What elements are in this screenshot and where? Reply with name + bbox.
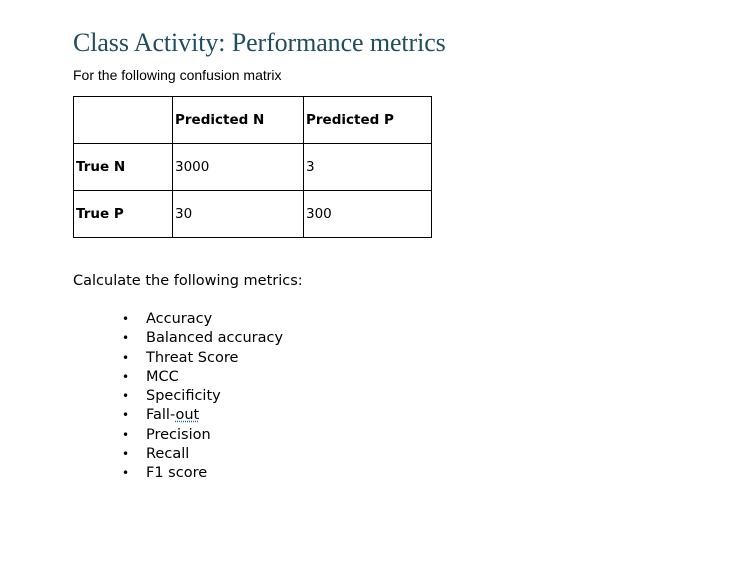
instruction-text: Calculate the following metrics: (73, 273, 303, 289)
list-item (118, 445, 283, 464)
bullet-icon: • (122, 312, 130, 326)
metric-label-prefix: Fall- (146, 407, 176, 424)
cell-true-n-predicted-p: 3 (304, 144, 432, 191)
metric-label (146, 407, 199, 423)
bullet-icon: • (122, 466, 130, 481)
header-cell-predicted-p: Predicted P (304, 97, 432, 144)
header-cell-predicted-n: Predicted N (173, 97, 304, 144)
metric-label: Specificity (146, 388, 221, 405)
list-item (118, 426, 283, 445)
metric-label: Threat Score (146, 349, 239, 366)
row-label-true-p: True P (74, 191, 173, 238)
metric-label: Precision (146, 426, 211, 443)
bullet-icon: • (122, 350, 130, 365)
list-item (118, 387, 283, 406)
bullet-icon: • (122, 447, 130, 462)
subtitle: For the following confusion matrix (73, 67, 282, 83)
bullet-icon: • (122, 389, 130, 404)
cell-true-p-predicted-n: 30 (173, 191, 304, 238)
metric-label: F1 score (146, 465, 208, 482)
bullet-icon: • (122, 331, 130, 346)
metrics-list (118, 310, 283, 484)
header-cell-empty (74, 97, 173, 144)
metric-label: MCC (146, 368, 179, 385)
list-item (118, 368, 283, 387)
metric-label: Balanced accuracy (146, 330, 284, 347)
row-label-true-n: True N (74, 144, 173, 191)
cell-true-n-predicted-n: 3000 (173, 144, 304, 191)
bullet-icon: • (122, 408, 130, 423)
page-title: Class Activity: Performance metrics (73, 28, 446, 57)
spellcheck-underlined-word[interactable]: out (175, 407, 200, 424)
confusion-matrix-table (73, 96, 432, 238)
table-row (74, 191, 432, 238)
table-row (74, 144, 432, 191)
list-item (118, 310, 283, 329)
bullet-icon: • (122, 427, 130, 442)
bullet-icon: • (122, 369, 130, 384)
list-item (118, 464, 283, 483)
table-header-row (74, 97, 432, 144)
metric-label: Recall (146, 446, 190, 463)
metric-label: Accuracy (146, 311, 213, 327)
cell-true-p-predicted-p: 300 (304, 191, 432, 238)
list-item (118, 329, 283, 348)
list-item (118, 406, 283, 425)
list-item (118, 349, 283, 368)
